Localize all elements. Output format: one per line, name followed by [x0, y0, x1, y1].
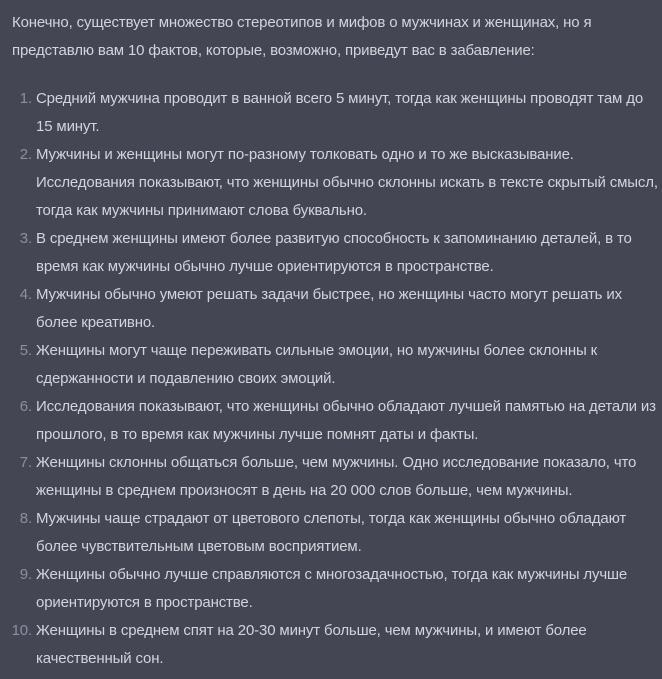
list-item [12, 617, 662, 673]
facts-list [12, 85, 662, 673]
list-item [12, 337, 662, 393]
list-number: 8. [19, 510, 32, 527]
list-number: 1. [19, 90, 32, 107]
list-item-text: Мужчины чаще страдают от цветового слепоты, тогда как женщины обычно обладают более чувствительным цветовым восприятием. [36, 510, 627, 555]
list-item-text: Мужчины и женщины могут по-разному толковать одно и то же высказывание. Исследования показывают, что женщины обычно склонны искать в тексте скрытый смысл, тогда как мужчины принимают слова буквально. [36, 146, 658, 219]
list-number: 7. [19, 454, 32, 471]
list-item [12, 85, 662, 141]
list-item [12, 141, 662, 225]
list-number: 2. [19, 146, 32, 163]
list-item-text: В среднем женщины имеют более развитую способность к запоминанию деталей, в то время как мужчины обычно лучше ориентируются в пространстве. [36, 230, 632, 275]
list-number: 3. [19, 230, 32, 247]
intro-paragraph: Конечно, существует множество стереотипов и мифов о мужчинах и женщинах, но я представлю вам 10 фактов, которые, возможно, приведут вас в забавление: [12, 14, 592, 59]
list-item-text: Женщины обычно лучше справляются с многозадачностью, тогда как мужчины лучше ориентируются в пространстве. [36, 566, 628, 611]
list-item [12, 449, 662, 505]
list-number: 10. [11, 622, 32, 639]
list-number: 4. [19, 286, 32, 303]
list-item [12, 393, 662, 449]
list-item-text: Женщины могут чаще переживать сильные эмоции, но мужчины более склонны к сдержанности и подавлению своих эмоций. [36, 342, 598, 387]
list-item [12, 281, 662, 337]
assistant-message [12, 0, 662, 673]
list-item [12, 561, 662, 617]
list-item [12, 505, 662, 561]
list-item-text: Исследования показывают, что женщины обычно обладают лучшей памятью на детали из прошлого, в то время как мужчины лучше помнят даты и факты. [36, 398, 656, 443]
list-number: 5. [19, 342, 32, 359]
list-item-text: Женщины в среднем спят на 20-30 минут больше, чем мужчины, и имеют более качественный сон. [36, 622, 587, 667]
list-item [12, 225, 662, 281]
list-number: 9. [19, 566, 32, 583]
list-item-text: Женщины склонны общаться больше, чем мужчины. Одно исследование показало, что женщины в среднем произносят в день на 20 000 слов больше, чем мужчины. [36, 454, 637, 499]
list-number: 6. [19, 398, 32, 415]
list-item-text: Средний мужчина проводит в ванной всего 5 минут, тогда как женщины проводят там до 15 минут. [36, 90, 644, 135]
list-item-text: Мужчины обычно умеют решать задачи быстрее, но женщины часто могут решать их более креативно. [36, 286, 622, 331]
